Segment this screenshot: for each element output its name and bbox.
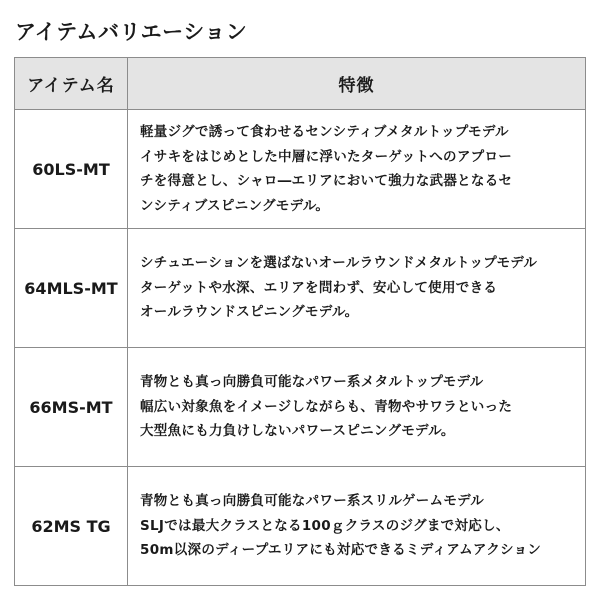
feature-line: ターゲットや水深、エリアを問わず、安心して使用できる bbox=[140, 279, 498, 296]
feature-line: 幅広い対象魚をイメージしながらも、青物やサワラといった bbox=[140, 398, 513, 415]
item-name-cell: 60LS-MT bbox=[15, 110, 128, 229]
page-title: アイテムバリエーション bbox=[15, 20, 248, 44]
feature-line: SLJでは最大クラスとなる100ｇクラスのジグまで対応し、 bbox=[140, 517, 510, 534]
feature-line: イサキをはじめとした中層に浮いたターゲットへのアプロー bbox=[140, 148, 513, 165]
feature-line: チを得意とし、シャロ―エリアにおいて強力な武器となるセ bbox=[140, 173, 513, 189]
table-row bbox=[15, 229, 586, 348]
item-name-cell: 64MLS-MT bbox=[15, 229, 128, 348]
feature-line: シチュエーションを選ばないオールラウンドメタルトップモデル bbox=[140, 255, 538, 272]
column-header-item-name: アイテム名 bbox=[15, 58, 128, 110]
item-feature-cell bbox=[128, 348, 586, 467]
item-name-cell: 62MS TG bbox=[15, 467, 128, 586]
feature-line: 青物とも真っ向勝負可能なパワー系スリルゲームモデル bbox=[140, 493, 485, 510]
item-feature-cell bbox=[128, 467, 586, 586]
table-row bbox=[15, 348, 586, 467]
table-row bbox=[15, 110, 586, 229]
item-feature-cell bbox=[128, 229, 586, 348]
feature-line: 青物とも真っ向勝負可能なパワー系メタルトップモデル bbox=[140, 374, 484, 391]
feature-line: 大型魚にも力負けしないパワースピニングモデル。 bbox=[140, 423, 455, 440]
table-row bbox=[15, 467, 586, 586]
feature-line: 50m以深のディープエリアにも対応できるミディアムアクション bbox=[140, 542, 542, 559]
item-variation-table bbox=[14, 57, 586, 586]
column-header-feature: 特徴 bbox=[128, 58, 586, 110]
feature-line: オールラウンドスピニングモデル。 bbox=[140, 304, 359, 321]
item-name-cell: 66MS-MT bbox=[15, 348, 128, 467]
table-header-row bbox=[15, 58, 586, 110]
feature-line: ンシティブスピニングモデル。 bbox=[140, 197, 330, 214]
item-feature-cell bbox=[128, 110, 586, 229]
feature-line: 軽量ジグで誘って食わせるセンシティブメタルトップモデル bbox=[140, 124, 509, 140]
